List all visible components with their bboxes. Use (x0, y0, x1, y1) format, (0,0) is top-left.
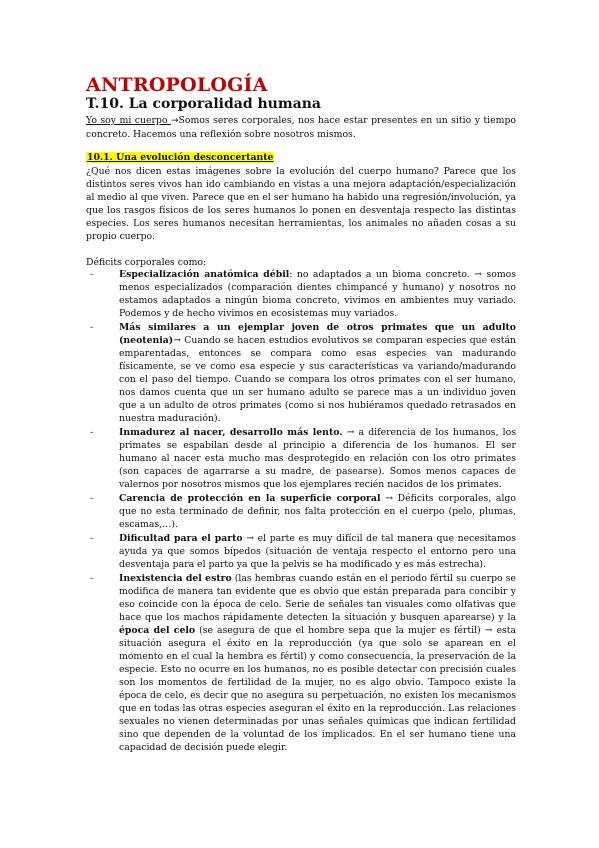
section-heading: 10.1. Una evolución desconcertante (87, 152, 274, 163)
item-term: Dificultad para el parto (119, 533, 243, 544)
document-title: ANTROPOLOGÍA (86, 74, 268, 96)
item-term-secondary: época del celo (119, 625, 196, 636)
item-term: Más similares a un ejemplar joven de otros primates que un adulto (neotenia) (119, 322, 516, 346)
bullet-dash: - (90, 427, 94, 438)
arrow-icon: → (170, 116, 179, 126)
bullet-dash: - (90, 269, 94, 280)
bullet-dash: - (90, 533, 94, 544)
list-item (86, 321, 516, 425)
list-item (86, 426, 516, 491)
bullet-dash: - (90, 573, 94, 584)
list-item (86, 532, 516, 571)
topic-title: T.10. La corporalidad humana (86, 96, 321, 112)
section-paragraph: ¿Qué nos dicen estas imágenes sobre la evolución del cuerpo humano? Parece que los distintos seres vivos han ido cambiando en vistas a una mejora adaptación/especialización al medio al que viven. Parece que en el ser humano ha habido una regresión/involución, ya que los rasgos físicos de los seres humanos lo ponen en desventaja respecto las distintas especies. Los seres humanos necesitan herramientas, los animales no añaden cosas a su propio cuerpo. (86, 166, 516, 242)
list-intro: Déficits corporales como: (86, 257, 207, 268)
intro-underlined-phrase: Yo soy mi cuerpo (86, 115, 171, 126)
item-text: : no adaptados a un bioma concreto. → somos menos especializados (comparación dientes chimpancé y humano) y nosotros no estamos adaptados a ningún bioma concreto, vivimos en ambientes muy variado. Podemos y de hecho vivimos en ecosistemas muy variados. (119, 269, 516, 319)
item-text-secondary: (se asegura de que el hombre sepa que la mujer es fértil) → esta situación asegura el éxito en la reproducción (ya que solo se aparean en el momento en el cual la hembra es fértil) y como consecuencia, la preservación de la especie. Esto no ocurre en los humanos, no es posible detectar con precisión cuales son los momentos de fertilidad de la mujer, no es algo obvio. Tampoco existe la época de celo, es decir que no asegura su perpetuación, no existen los mecanismos que en todas las otras especies aseguran el éxito en la reproducción. Las relaciones sexuales no vienen determinadas por unas señales químicas que indican fertilidad sino que dependen de la voluntad de los implicados. En el ser humano tiene una capacidad de decisión puede elegir. (119, 625, 516, 753)
item-text: → el parte es muy difícil de tal manera que necesitamos ayuda ya que somos bípedos (situación de ventaja respecto el entorno pero una desventaja para el parto ya que la pelvis se ha modificado y es más estrecha). (119, 533, 516, 570)
bullet-dash: - (90, 322, 94, 333)
item-text: → a diferencia de los humanos, los primates se espabilan desde al principio a diferencia de los humanos. El ser humano al nacer esta mucho mas desprotegido en relación con los otro primates (son capaces de agarrarse a su madre, de pasearse). Somos menos capaces de valernos por nosotros mismos que los ejemplares recién nacidos de los primates. (119, 427, 516, 490)
item-term: Especialización anatómica débil (119, 269, 290, 280)
item-text: → Déficits corporales, algo que no esta terminado de definir, nos falta protección en el cuerpo (pelo, plumas, escamas,…). (119, 493, 516, 530)
list-item (86, 572, 516, 754)
deficits-list (86, 268, 516, 755)
bullet-dash: - (90, 493, 94, 504)
list-item (86, 268, 516, 320)
item-term: Inexistencia del estro (119, 573, 232, 584)
intro-paragraph (86, 114, 516, 141)
intro-text: Somos seres corporales, nos hace estar presentes en un sitio y tiempo concreto. Hacemos una reflexión sobre nosotros mismos. (86, 115, 516, 140)
item-text: (las hembras cuando están en el periodo fértil su cuerpo se modifica de manera tan evidente que es obvio que están preparada para concibir y eso coincide con la época de celo. Serie de señales tan visuales como olfativas que hace que los machos rápidamente detecten la situación y busquen aparearse) y la (119, 573, 516, 623)
list-item (86, 492, 516, 531)
item-term: Inmadurez al nacer, desarrollo más lento. (119, 427, 343, 438)
item-term: Carencia de protección en la superficie corporal (119, 493, 381, 504)
item-text: → Cuando se hacen estudios evolutivos se comparan especies que están emparentadas, entonces se compara como esas especies van madurando físicamente, se ve como esa especie y sus características va variando/madurando con el paso del tiempo. Cuando se compara los otros primates con el ser humano, nos damos cuenta que un ser humano adulto se parece mas a un individuo joven que a un adulto de otros primates (como si nos hubiéramos quedado retrasados en nuestra maduración). (119, 335, 516, 424)
